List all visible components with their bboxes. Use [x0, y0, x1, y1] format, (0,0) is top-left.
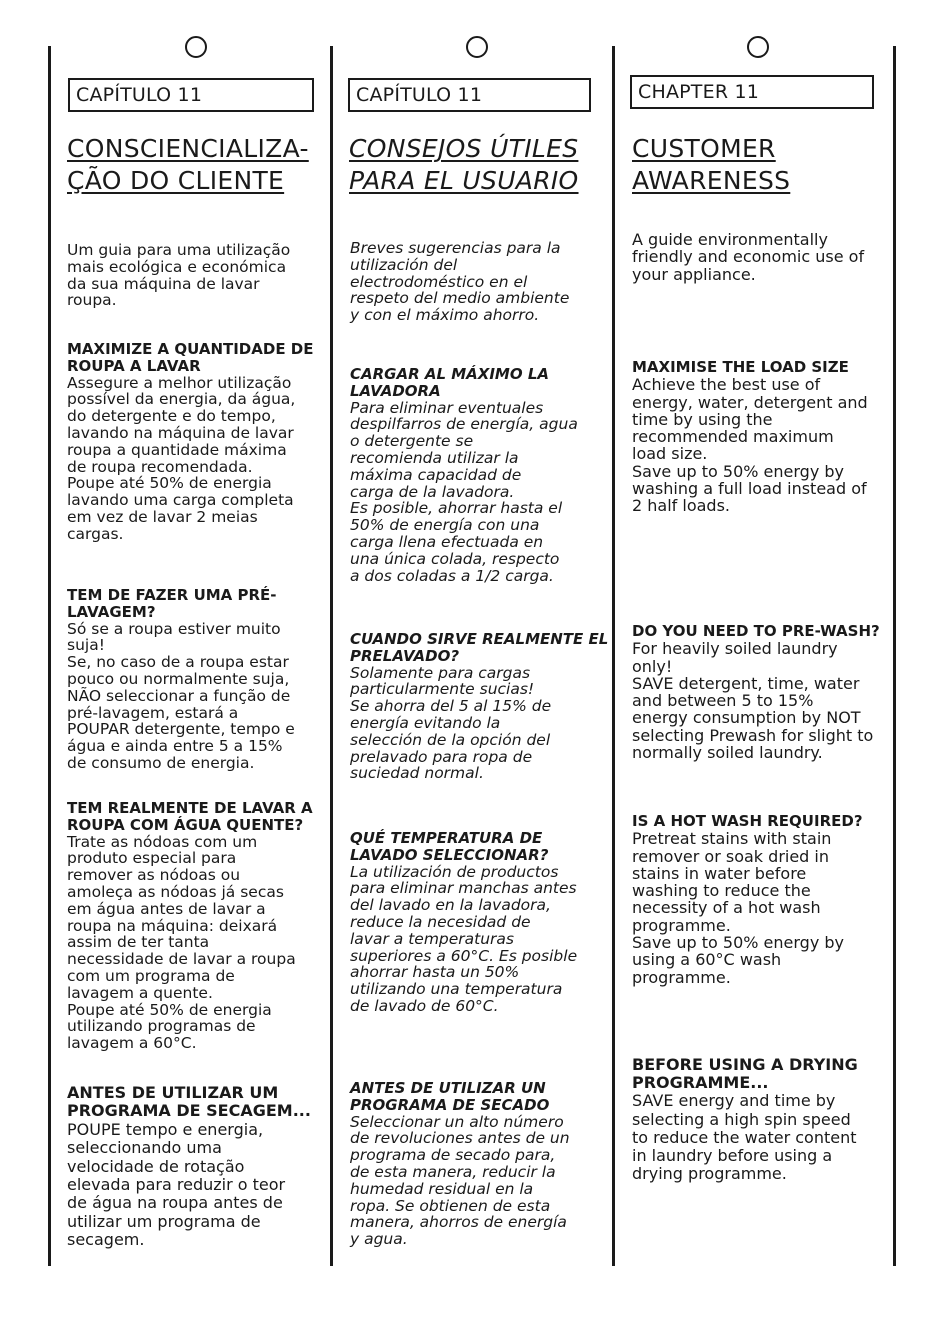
tip-section — [67, 587, 327, 772]
page-title — [349, 133, 609, 197]
tip-heading: ANTES DE UTILIZAR UN PROGRAMA DE SECADO — [350, 1079, 550, 1114]
tip-body: Pretreat stains with stain remover or soak dried in stains in water before washing to reduce the necessity of a hot wash programme. Save up to 50% energy by using a 60°C wash programme. — [632, 829, 844, 987]
title-line: CUSTOMER — [632, 134, 776, 163]
tip-heading: QUÉ TEMPERATURA DE LAVADO SELECCIONAR? — [350, 829, 549, 864]
tip-section — [350, 830, 610, 1015]
tip-body: Assegure a melhor utilização possível da energia, da água, do detergente e do tempo, lavando na máquina de lavar roupa a quantidade máxima de roupa recomendada. Poupe até 50% de energia lavando uma carga completa em vez de lavar 2 meias cargas. — [67, 373, 296, 543]
tip-section — [350, 366, 610, 584]
language-circle-icon — [466, 36, 488, 58]
tip-body: POUPE tempo e energia, seleccionando uma velocidade de rotação elevada para reduzir o teor de água na roupa antes de utilizar um programa de secagem. — [67, 1119, 286, 1250]
tip-heading: TEM DE FAZER UMA PRÉ- LAVAGEM? — [67, 586, 277, 621]
language-circle-icon — [747, 36, 769, 58]
page-title — [632, 133, 887, 197]
column-divider — [612, 46, 615, 1266]
tip-section — [632, 623, 890, 761]
tip-heading: DO YOU NEED TO PRE-WASH? — [632, 622, 880, 640]
tip-section — [632, 813, 890, 986]
column-divider — [48, 46, 51, 1266]
tip-body: For heavily soiled laundry only! SAVE detergent, time, water and between 5 to 15% energy consumption by NOT selecting Prewash for slight to normally soiled laundry. — [632, 639, 874, 763]
tip-section — [350, 1080, 610, 1248]
tip-body: Solamente para cargas particularmente sucias! Se ahorra del 5 al 15% de energía evitando la selección de la opción del prelavado para ropa de suciedad normal. — [350, 663, 552, 783]
tip-heading: TEM REALMENTE DE LAVAR A ROUPA COM ÁGUA QUENTE? — [67, 799, 313, 834]
title-line: AWARENESS — [632, 166, 791, 195]
title-line: ÇÃO DO CLIENTE — [67, 166, 285, 195]
intro-body: A guide environmentally friendly and economic use of your appliance. — [632, 230, 865, 284]
chapter-heading: CHAPTER 11 — [630, 75, 874, 109]
tip-heading: CUANDO SIRVE REALMENTE EL PRELAVADO? — [350, 630, 609, 665]
tip-section — [67, 800, 327, 1052]
intro-text — [67, 242, 327, 309]
tip-body: La utilización de productos para eliminar manchas antes del lavado en la lavadora, reduce la necesidad de lavar a temperaturas superiores a 60°C. Es posible ahorrar hasta un 50% utilizando una temperatura de lavado de 60°C. — [350, 862, 578, 1015]
tip-section — [632, 359, 890, 515]
tip-body: Só se a roupa estiver muito suja! Se, no caso de a roupa estar pouco ou normalmente suja, NÃO seleccionar a função de pré-lavagem, estará a POUPAR detergente, tempo e água e ainda entre 5 a 15% de consumo de energia. — [67, 619, 295, 772]
tip-body: Seleccionar un alto número de revoluciones antes de un programa de secado para, de esta manera, reducir la humedad residual en la ropa. Se obtienen de esta manera, ahorros de energía y agua. — [350, 1112, 570, 1249]
tip-body: Para eliminar eventuales despilfarros de energía, agua o detergente se recomienda utilizar la máxima capacidad de carga de la lavadora. Es posible, ahorrar hasta el 50% de energía con una carga llena efectuada en una única colada, respecto a dos coladas a 1/2 carga. — [350, 398, 578, 585]
tip-section — [67, 341, 327, 543]
title-line: CONSEJOS ÚTILES — [349, 134, 579, 163]
tip-body: Achieve the best use of energy, water, detergent and time by using the recommended maximum load size. Save up to 50% energy by washing a full load instead of 2 half loads. — [632, 375, 868, 516]
language-circle-icon — [185, 36, 207, 58]
page-title — [67, 133, 327, 197]
tip-heading: MAXIMISE THE LOAD SIZE — [632, 358, 849, 376]
intro-body: Breves sugerencias para la utilización del electrodoméstico en el respeto del medio ambiente y con el máximo ahorro. — [350, 239, 570, 325]
column-divider — [330, 46, 333, 1266]
tip-section — [67, 1084, 327, 1250]
intro-body: Um guia para uma utilização mais ecológica e económica da sua máquina de lavar roupa. — [67, 241, 291, 310]
tip-body: SAVE energy and time by selecting a high spin speed to reduce the water content in laundry before using a drying programme. — [632, 1091, 857, 1184]
chapter-heading: CAPÍTULO 11 — [348, 78, 591, 112]
tip-heading: ANTES DE UTILIZAR UM PROGRAMA DE SECAGEM... — [67, 1083, 311, 1121]
title-line: CONSCIENCIALIZA- — [67, 134, 309, 163]
intro-text — [632, 231, 890, 283]
tip-heading: IS A HOT WASH REQUIRED? — [632, 812, 863, 830]
column-divider — [893, 46, 896, 1266]
tip-body: Trate as nódoas com um produto especial para remover as nódoas ou amoleça as nódoas já secas em água antes de lavar a roupa na máquina: deixará assim de ter tanta necessidade de lavar a roupa com um programa de lavagem a quente. Poupe até 50% de energia utilizando programas de lavagem a 60°C. — [67, 832, 296, 1053]
intro-text — [350, 240, 610, 324]
tip-section — [632, 1056, 890, 1183]
tip-section — [350, 631, 610, 782]
chapter-heading: CAPÍTULO 11 — [68, 78, 314, 112]
tip-heading: CARGAR AL MÁXIMO LA LAVADORA — [350, 365, 549, 400]
tip-heading: BEFORE USING A DRYING PROGRAMME... — [632, 1055, 858, 1093]
tip-heading: MAXIMIZE A QUANTIDADE DE ROUPA A LAVAR — [67, 340, 314, 375]
title-line: PARA EL USUARIO — [349, 166, 579, 195]
